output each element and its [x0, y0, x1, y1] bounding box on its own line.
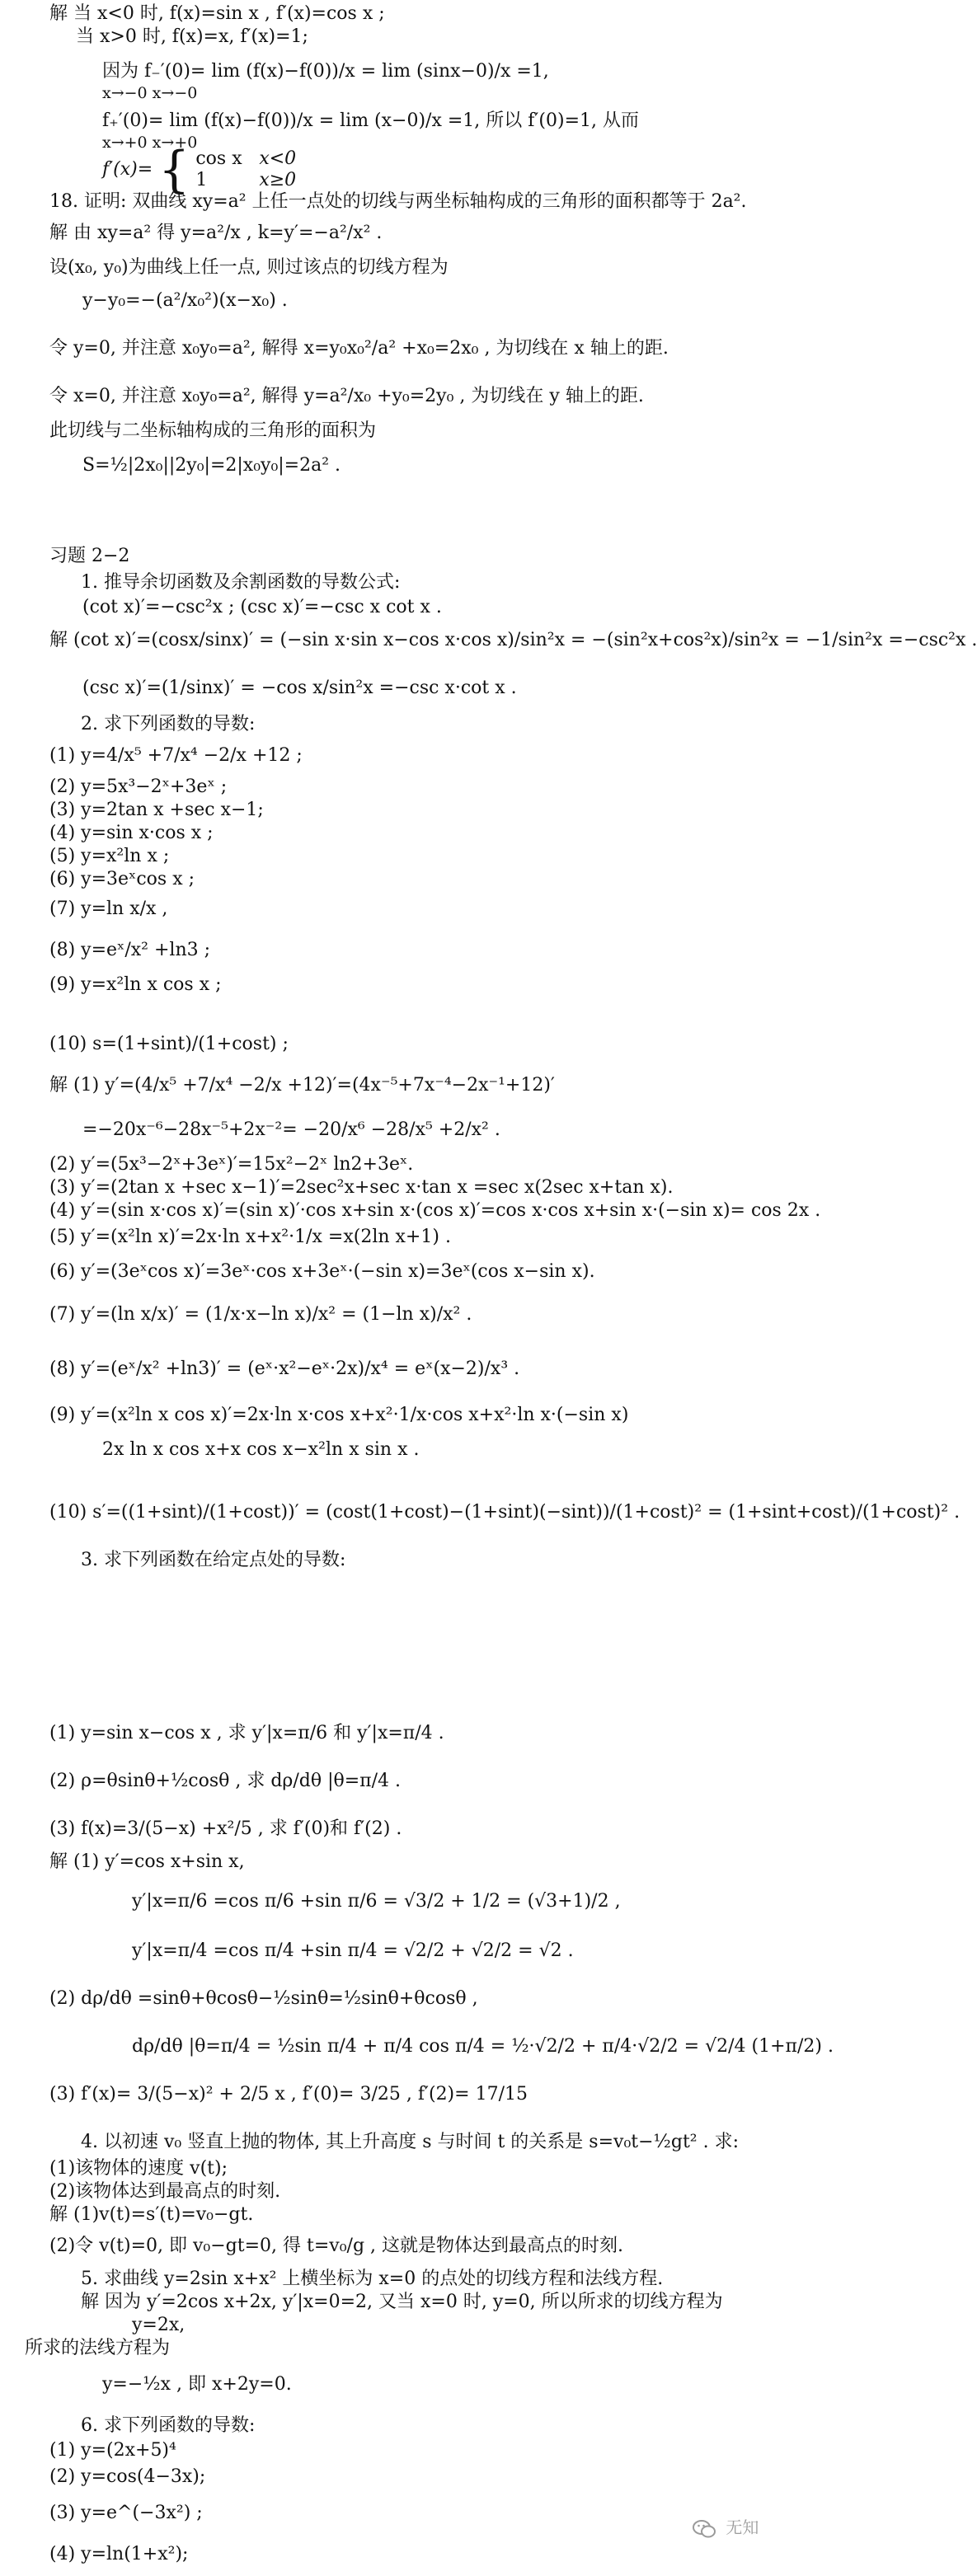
text-line: y−y₀=−(a²/x₀²)(x−x₀) . [82, 290, 288, 311]
text-line: (7) y′=(ln x/x)′ = (1/x·x−ln x)/x² = (1−ln x)/x² . [49, 1304, 472, 1325]
text-line: x→−0 x→−0 [102, 84, 198, 102]
wechat-icon [693, 2519, 716, 2539]
text-line: 解 (cot x)′=(cosx/sinx)′ = (−sin x·sin x−cos x·cos x)/sin²x = −(sin²x+cos²x)/sin²x = −1/sin²x =−csc²x . [49, 630, 977, 650]
text-line: 6. 求下列函数的导数: [81, 2415, 256, 2436]
text-line: (2)令 v(t)=0, 即 v₀−gt=0, 得 t=v₀/g , 这就是物体达到最高点的时刻. [49, 2236, 624, 2256]
text-line: (3) y=e^(−3x²) ; [49, 2503, 203, 2523]
text-line: 所求的法线方程为 [25, 2338, 171, 2358]
text-line: (3) y=2tan x +sec x−1; [49, 800, 264, 820]
text-line: (9) y′=(x²ln x cos x)′=2x·ln x·cos x+x²·1/x·cos x+x²·ln x·(−sin x) [49, 1405, 629, 1425]
text-line: y=2x, [132, 2315, 186, 2335]
text-line: y′|x=π/4 =cos π/4 +sin π/4 = √2/2 + √2/2 = √2 . [132, 1940, 574, 1961]
text-line: 因为 f₋′(0)= lim (f(x)−f(0))/x = lim (sinx−0)/x =1, [102, 61, 549, 82]
text-line: (2) y=5x³−2ˣ+3eˣ ; [49, 777, 228, 797]
text-line: 解 因为 y′=2cos x+2x, y′|x=0=2, 又当 x=0 时, y=0, 所以所求的切线方程为 [81, 2292, 723, 2312]
text-line: 令 x=0, 并注意 x₀y₀=a², 解得 y=a²/x₀ +y₀=2y₀ , 为切线在 y 轴上的距. [49, 386, 644, 406]
text-line: (8) y=eˣ/x² +ln3 ; [49, 940, 211, 960]
text-line: dρ/dθ |θ=π/4 = ½sin π/4 + π/4 cos π/4 = ½·√2/2 + π/4·√2/2 = √2/4 (1+π/2) . [132, 2036, 834, 2057]
text-line: 解 (1)v(t)=s′(t)=v₀−gt. [49, 2204, 254, 2225]
text-line: (2) y′=(5x³−2ˣ+3eˣ)′=15x²−2ˣ ln2+3eˣ. [49, 1154, 414, 1175]
text-line: (4) y=ln(1+x²); [49, 2544, 189, 2564]
text-line: x→+0 x→+0 [102, 134, 198, 152]
left-brace: { [158, 141, 190, 199]
text-line: 解 (1) y′=cos x+sin x, [49, 1851, 245, 1872]
text-line: (3) y′=(2tan x +sec x−1)′=2sec²x+sec x·tan x =sec x(2sec x+tan x). [49, 1177, 674, 1198]
text-line: 解 当 x<0 时, f(x)=sin x , f′(x)=cos x ; [49, 3, 385, 24]
text-line: (6) y′=(3eˣcos x)′=3eˣ·cos x+3eˣ·(−sin x)=3eˣ(cos x−sin x). [49, 1261, 595, 1282]
text-line: 2x ln x cos x+x cos x−x²ln x sin x . [102, 1439, 420, 1460]
text-line: y=−½x , 即 x+2y=0. [102, 2374, 292, 2395]
text-line: (5) y′=(x²ln x)′=2x·ln x+x²·1/x =x(2ln x+1) . [49, 1227, 451, 1247]
text-line: (2) y=cos(4−3x); [49, 2466, 206, 2487]
text-line: (9) y=x²ln x cos x ; [49, 974, 222, 995]
text-line: y′|x=π/6 =cos π/6 +sin π/6 = √3/2 + 1/2 = (√3+1)/2 , [132, 1891, 621, 1912]
text-line: 令 y=0, 并注意 x₀y₀=a², 解得 x=y₀x₀²/a² +x₀=2x₀ , 为切线在 x 轴上的距. [49, 338, 669, 359]
text-line: (4) y=sin x·cos x ; [49, 823, 214, 843]
text-line: (4) y′=(sin x·cos x)′=(sin x)′·cos x+sin x·(cos x)′=cos x·cos x+sin x·(−sin x)= cos 2x . [49, 1200, 821, 1221]
text-line: 习题 2−2 [49, 546, 130, 566]
text-line: (6) y=3eˣcos x ; [49, 869, 195, 889]
text-line: (8) y′=(eˣ/x² +ln3)′ = (eˣ·x²−eˣ·2x)/x⁴ = eˣ(x−2)/x³ . [49, 1358, 520, 1379]
watermark [693, 2514, 759, 2539]
text-line: 1. 推导余切函数及余割函数的导数公式: [81, 572, 401, 593]
text-line: (1) y=(2x+5)⁴ [49, 2440, 176, 2461]
piecewise-lhs: f′(x)= [102, 159, 153, 180]
case1-cond: x<0 [259, 148, 297, 169]
text-line: (1)该物体的速度 v(t); [49, 2158, 228, 2179]
text-line: f₊′(0)= lim (f(x)−f(0))/x = lim (x−0)/x =1, 所以 f′(0)=1, 从而 [102, 110, 639, 131]
case2-cond: x≥0 [259, 170, 297, 190]
text-line: (1) y=sin x−cos x , 求 y′|x=π/6 和 y′|x=π/4 . [49, 1723, 444, 1743]
text-line: 5. 求曲线 y=2sin x+x² 上横坐标为 x=0 的点处的切线方程和法线方程. [81, 2269, 664, 2289]
text-line: (10) s′=((1+sint)/(1+cost))′ = (cost(1+cost)−(1+sint)(−sint))/(1+cost)² = (1+sint+cost)/(1+cost)² . [49, 1502, 961, 1523]
text-line: 4. 以初速 v₀ 竖直上抛的物体, 其上升高度 s 与时间 t 的关系是 s=v₀t−½gt² . 求: [81, 2132, 740, 2152]
text-line: (2)该物体达到最高点的时刻. [49, 2181, 281, 2202]
text-line: (1) y=4/x⁵ +7/x⁴ −2/x +12 ; [49, 745, 303, 766]
text-line: (3) f′(x)= 3/(5−x)² + 2/5 x , f′(0)= 3/25 , f′(2)= 17/15 [49, 2084, 528, 2104]
text-line: (2) dρ/dθ =sinθ+θcosθ−½sinθ=½sinθ+θcosθ , [49, 1988, 478, 2009]
text-line: 当 x>0 时, f(x)=x, f′(x)=1; [76, 26, 308, 47]
text-line: S=½|2x₀||2y₀|=2|x₀y₀|=2a² . [82, 455, 341, 476]
case2-expr: 1 [195, 170, 208, 190]
text-line: =−20x⁻⁶−28x⁻⁵+2x⁻²= −20/x⁶ −28/x⁵ +2/x² . [82, 1119, 500, 1140]
text-line: 解 由 xy=a² 得 y=a²/x , k=y′=−a²/x² . [49, 223, 383, 243]
text-line: (2) ρ=θsinθ+½cosθ , 求 dρ/dθ |θ=π/4 . [49, 1771, 402, 1791]
text-line: (7) y=ln x/x , [49, 899, 168, 919]
text-line: (5) y=x²ln x ; [49, 846, 170, 866]
text-line: 设(x₀, y₀)为曲线上任一点, 则过该点的切线方程为 [49, 257, 449, 278]
text-line: (cot x)′=−csc²x ; (csc x)′=−csc x cot x . [82, 597, 442, 617]
watermark-text: 无知 [726, 2517, 759, 2537]
case1-expr: cos x [195, 148, 242, 169]
text-line: 此切线与二坐标轴构成的三角形的面积为 [49, 420, 377, 441]
text-line: 2. 求下列函数的导数: [81, 714, 256, 734]
text-line: 18. 证明: 双曲线 xy=a² 上任一点处的切线与两坐标轴构成的三角形的面积都等于 2a². [49, 191, 747, 212]
text-line: (csc x)′=(1/sinx)′ = −cos x/sin²x =−csc x·cot x . [82, 678, 517, 698]
text-line: (3) f(x)=3/(5−x) +x²/5 , 求 f′(0)和 f′(2) . [49, 1818, 402, 1839]
text-line: 解 (1) y′=(4/x⁵ +7/x⁴ −2/x +12)′=(4x⁻⁵+7x⁻⁴−2x⁻¹+12)′ [49, 1075, 555, 1096]
text-line: 3. 求下列函数在给定点处的导数: [81, 1550, 346, 1570]
text-line: (10) s=(1+sint)/(1+cost) ; [49, 1034, 289, 1054]
